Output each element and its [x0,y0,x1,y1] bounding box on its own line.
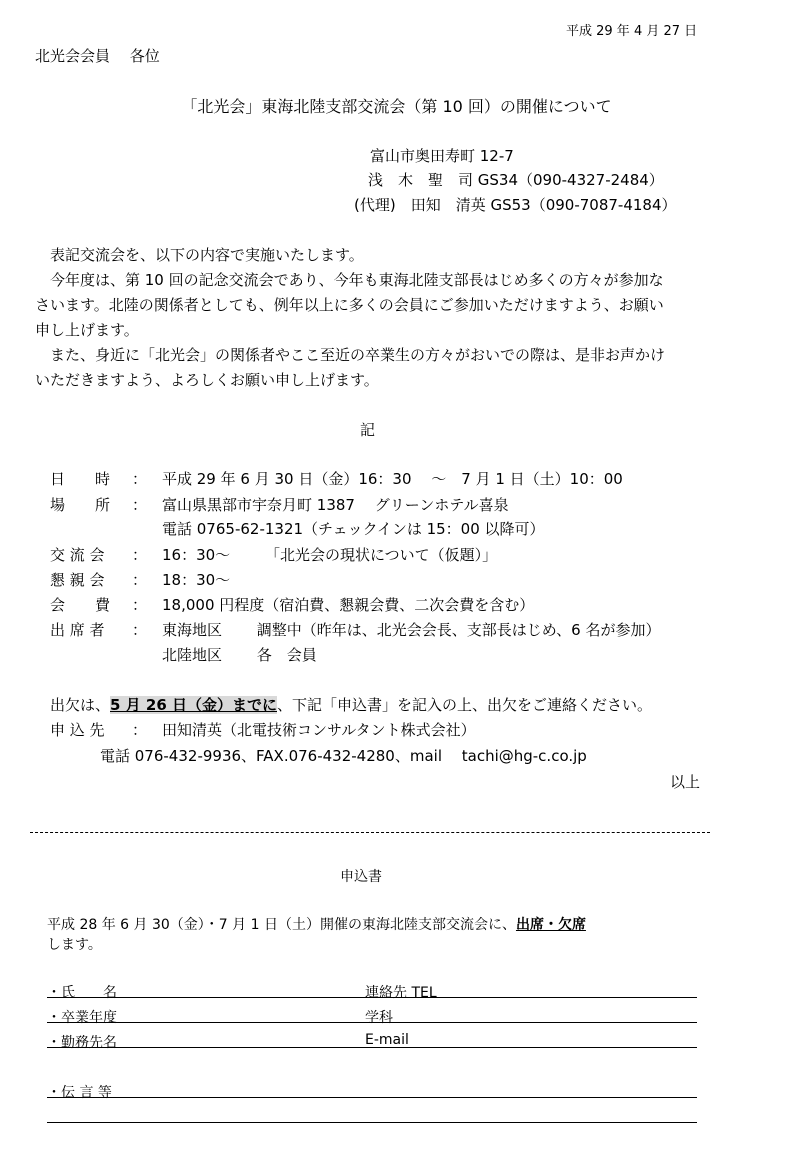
detail-colon: ： [132,496,148,514]
detail-colon: ： [132,571,148,589]
body-line: さいます。北陸の関係者としても、例年以上に多くの会員にご参加いただけますよう、お願い [35,296,664,314]
document-date: 平成 29 年 4 月 27 日 [566,24,698,39]
sender-proxy: (代理) 田知 清英 GS53（090-7087-4184） [354,196,677,214]
detail-label: 懇 親 会 [50,571,105,589]
detail-value: 東海地区 調整中（昨年は、北光会会長、支部長はじめ、6 名が参加） [162,621,661,639]
contact-label: 申 込 先 [50,721,105,739]
ijou: 以上 [670,773,701,791]
form-statement-end: します。 [47,937,102,953]
document-title: 「北光会」東海北陸支部交流会（第 10 回）の開催について [181,97,612,116]
rsvp-prefix: 出欠は、 [50,696,111,714]
detail-label: 交 流 会 [50,546,105,564]
detail-label: 出 席 者 [50,621,105,639]
rsvp-suffix: 、下記「申込書」を記入の上、出欠をご連絡ください。 [277,696,653,714]
sender-name: 浅 木 聖 司 GS34（090-4327-2484） [368,171,664,189]
form-field-email-label: E-mail [365,1032,409,1048]
detail-colon: ： [132,546,148,564]
detail-label: 会 費 [50,596,111,614]
ki-heading: 記 [360,421,376,439]
rsvp-deadline: 5 月 26 日（金）までに [110,696,277,714]
detail-colon: ： [132,596,148,614]
detail-value: 電話 0765-62-1321（チェックインは 15：00 以降可） [162,520,545,538]
cut-line-divider [30,832,710,833]
contact-value: 田知清英（北電技術コンサルタント株式会社） [162,721,476,739]
form-field-line-message[interactable] [47,1097,697,1098]
form-field-dept-label: 学科 [365,1010,393,1026]
form-field-message-label: ・伝 言 等 [47,1085,112,1101]
detail-value: 富山県黒部市宇奈月町 1387 グリーンホテル喜泉 [162,496,509,514]
detail-value: 16：30～ 「北光会の現状について（仮題）」 [162,546,498,564]
body-line: 表記交流会を、以下の内容で実施いたします。 [35,246,364,264]
form-field-line-name[interactable] [47,997,697,998]
form-field-tel-label: 連絡先 TEL [365,985,437,1001]
form-field-line-year[interactable] [47,1022,697,1023]
body-line: いただきますよう、よろしくお願い申し上げます。 [35,371,379,389]
form-statement-prefix: 平成 28 年 6 月 30（金）・7 月 1 日（土）開催の東海北陸支部交流会に、 [47,917,516,933]
rsvp-line [50,694,652,715]
detail-colon: ： [132,470,148,488]
form-field-year-label: ・卒業年度 [47,1010,117,1026]
detail-value: 平成 29 年 6 月 30 日（金）16：30 ～ 7 月 1 日（土）10：00 [162,470,623,488]
contact-phone-mail: 電話 076-432-9936、FAX.076-432-4280、mail tachi@hg-c.co.jp [100,747,587,765]
form-field-company-label: ・勤務先名 [47,1035,117,1051]
contact-colon: ： [132,721,148,739]
detail-value: 18：30～ [162,571,231,589]
body-line: また、身近に「北光会」の関係者やここ至近の卒業生の方々がおいでの際は、是非お声かけ [35,346,666,364]
form-field-name-label: ・氏 名 [47,985,117,1001]
form-field-line-company[interactable] [47,1047,697,1048]
attendance-choice[interactable]: 出席・欠席 [515,917,586,933]
detail-value: 北陸地区 各 会員 [162,646,317,664]
addressee: 北光会会員 各位 [35,47,160,65]
detail-label: 日 時 [50,470,111,488]
detail-value: 18,000 円程度（宿泊費、懇親会費、二次会費を含む） [162,596,535,614]
form-statement [47,914,586,934]
form-field-line-message-2[interactable] [47,1122,697,1123]
detail-label: 場 所 [50,496,111,514]
detail-colon: ： [132,621,148,639]
body-line: 申し上げます。 [35,321,139,339]
body-line: 今年度は、第 10 回の記念交流会であり、今年も東海北陸支部長はじめ多くの方々が参加な [35,271,664,289]
form-title: 申込書 [340,869,382,885]
sender-address: 富山市奥田寿町 12-7 [370,147,514,165]
